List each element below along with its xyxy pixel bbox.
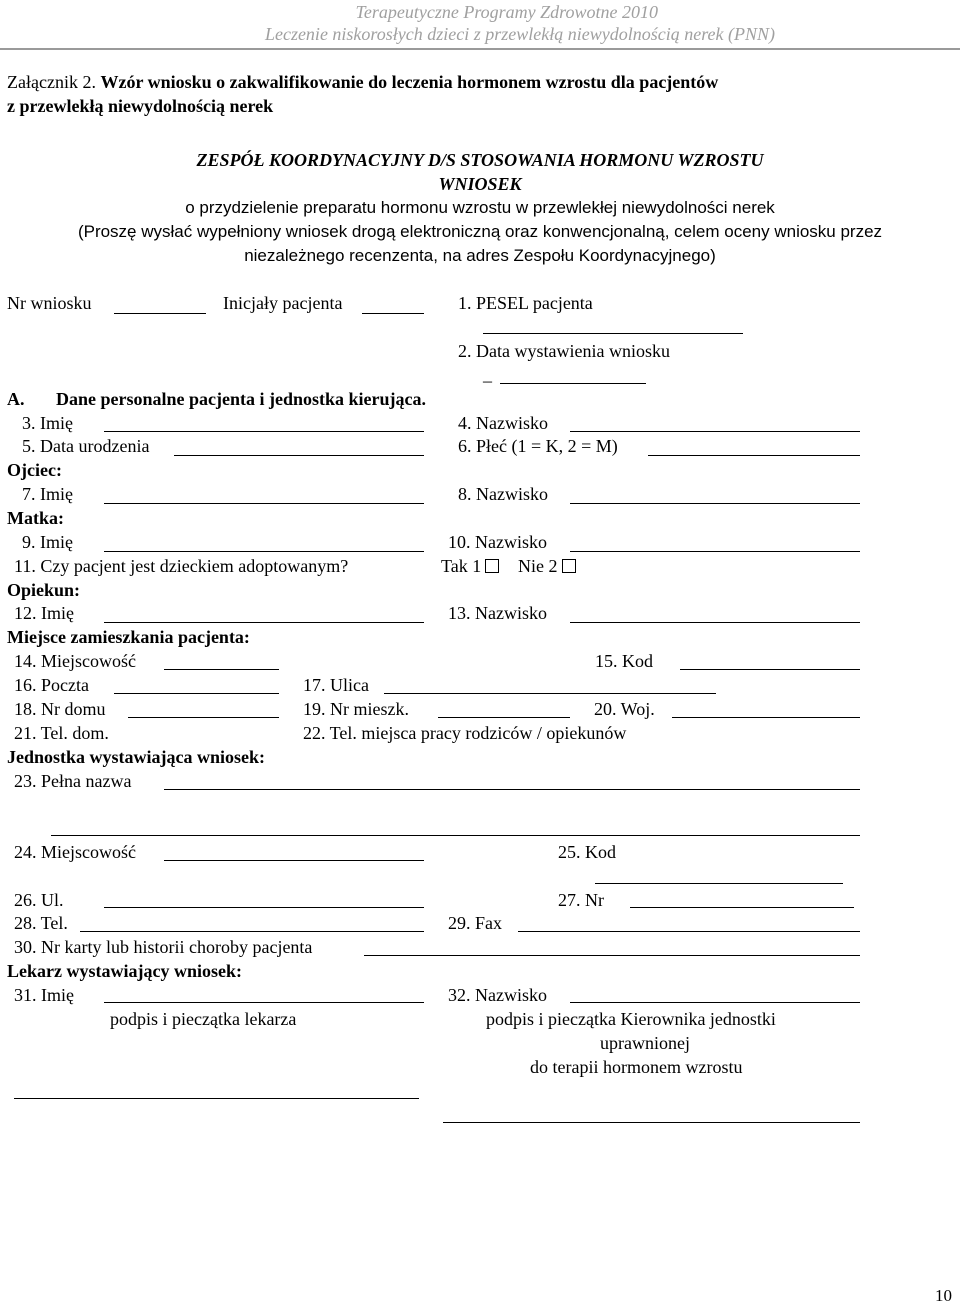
field-f9-imie[interactable] (104, 551, 424, 552)
label-ojciec: Ojciec: (7, 460, 62, 480)
field-pesel[interactable] (483, 333, 743, 334)
label-f28: 28. Tel. (14, 913, 68, 933)
field-f3-imie[interactable] (104, 431, 424, 432)
label-nr-wniosku: Nr wniosku (7, 293, 92, 313)
label-f6: 6. Płeć (1 = K, 2 = M) (458, 436, 618, 456)
field-inicjaly[interactable] (362, 313, 424, 314)
label-f10: 10. Nazwisko (448, 532, 547, 552)
label-f8: 8. Nazwisko (458, 484, 548, 504)
field-f18-nr-domu[interactable] (128, 717, 279, 718)
signature-doctor-caption: podpis i pieczątka lekarza (110, 1009, 297, 1029)
field-f5-data-urodzenia[interactable] (174, 455, 424, 456)
attachment-title (7, 71, 718, 93)
signature-doctor-line[interactable] (14, 1098, 419, 1099)
heading-subject: o przydzielenie preparatu hormonu wzrostu w przewlekłej niewydolności nerek (185, 198, 775, 217)
adopted-yes-checkbox[interactable] (485, 559, 499, 573)
heading-instructions-2: niezależnego recenzenta, na adres Zespołu Koordynacyjnego) (244, 246, 716, 265)
label-data-wystawienia: 2. Data wystawienia wniosku (458, 341, 670, 361)
signature-head-caption-1: podpis i pieczątka Kierownika jednostki (486, 1009, 776, 1029)
label-f31: 31. Imię (14, 985, 74, 1005)
field-f32-nazwisko[interactable] (570, 1002, 860, 1003)
label-f12: 12. Imię (14, 603, 74, 623)
header-rule (0, 48, 960, 50)
label-f7: 7. Imię (22, 484, 73, 504)
heading-instructions: (Proszę wysłać wypełniony wniosek drogą elektroniczną oraz konwencjonalną, celem oceny wniosku przez (77, 222, 883, 241)
label-f32: 32. Nazwisko (448, 985, 547, 1005)
label-inicjaly: Inicjały pacjenta (223, 293, 343, 313)
adopted-no-checkbox[interactable] (562, 559, 576, 573)
field-f15-kod[interactable] (680, 669, 860, 670)
adopted-no-option (518, 555, 576, 577)
field-f8-nazwisko[interactable] (570, 503, 860, 504)
label-f16: 16. Poczta (14, 675, 89, 695)
heading-team: ZESPÓŁ KOORDYNACYJNY D/S STOSOWANIA HORMONU WZROSTU (196, 150, 764, 170)
field-f19-nr-mieszkania[interactable] (438, 717, 570, 718)
adopted-yes-label: Tak 1 (441, 556, 482, 576)
label-f14: 14. Miejscowość (14, 651, 136, 671)
field-f4-nazwisko[interactable] (570, 431, 860, 432)
signature-head-caption-2: uprawnionej (600, 1033, 690, 1053)
label-pesel: 1. PESEL pacjenta (458, 293, 593, 313)
label-f18: 18. Nr domu (14, 699, 106, 719)
field-nr-wniosku[interactable] (114, 313, 206, 314)
field-f10-nazwisko[interactable] (570, 551, 860, 552)
running-header-line1: Terapeutyczne Programy Zdrowotne 2010 (355, 2, 658, 22)
field-f26-ulica[interactable] (104, 907, 424, 908)
label-miejsce-zamieszkania: Miejsce zamieszkania pacjenta: (7, 627, 250, 647)
label-f22: 22. Tel. miejsca pracy rodziców / opiekunów (303, 723, 627, 743)
label-f5: 5. Data urodzenia (22, 436, 150, 456)
field-f20-wojewodztwo[interactable] (672, 717, 860, 718)
section-a-letter: A. (7, 389, 25, 409)
field-f23-pelna-nazwa-cont[interactable] (51, 835, 860, 836)
label-f15: 15. Kod (595, 651, 653, 671)
field-f6-plec[interactable] (648, 455, 860, 456)
field-f28-tel[interactable] (80, 931, 424, 932)
field-f27-nr[interactable] (630, 907, 854, 908)
label-matka: Matka: (7, 508, 64, 528)
field-f25-kod[interactable] (595, 883, 843, 884)
label-f4: 4. Nazwisko (458, 413, 548, 433)
heading-wniosek: WNIOSEK (438, 174, 522, 194)
dash-mark: _ (483, 364, 492, 384)
field-f31-imie[interactable] (104, 1002, 424, 1003)
field-f14-miejscowosc[interactable] (164, 669, 279, 670)
label-f26: 26. Ul. (14, 890, 64, 910)
field-f16-poczta[interactable] (114, 693, 279, 694)
label-f13: 13. Nazwisko (448, 603, 547, 623)
field-f24-miejscowosc[interactable] (164, 860, 424, 861)
page-number: 10 (935, 1286, 952, 1305)
field-data-wystawienia[interactable] (500, 383, 646, 384)
label-opiekun: Opiekun: (7, 580, 81, 600)
section-a-title: Dane personalne pacjenta i jednostka kierująca. (56, 389, 426, 409)
label-f24: 24. Miejscowość (14, 842, 136, 862)
label-jednostka-wystawiajaca: Jednostka wystawiająca wniosek: (7, 747, 266, 767)
attachment-prefix: Załącznik 2. (7, 72, 96, 92)
label-f25: 25. Kod (558, 842, 616, 862)
label-f29: 29. Fax (448, 913, 502, 933)
label-f30: 30. Nr karty lub historii choroby pacjenta (14, 937, 313, 957)
label-f3: 3. Imię (22, 413, 73, 433)
label-f19: 19. Nr mieszk. (303, 699, 409, 719)
label-f11: 11. Czy pacjent jest dzieckiem adoptowanym? (14, 556, 349, 576)
field-f12-imie[interactable] (104, 622, 424, 623)
label-f9: 9. Imię (22, 532, 73, 552)
label-f17: 17. Ulica (303, 675, 369, 695)
field-f29-fax[interactable] (518, 931, 860, 932)
adopted-yes-option (441, 555, 499, 577)
field-f30-nr-karty[interactable] (364, 955, 860, 956)
field-f23-pelna-nazwa[interactable] (164, 789, 860, 790)
field-f13-nazwisko[interactable] (570, 622, 860, 623)
running-header-line2: Leczenie niskorosłych dzieci z przewlekłą niewydolnością nerek (PNN) (264, 24, 775, 44)
field-f17-ulica[interactable] (384, 693, 716, 694)
label-lekarz-wystawiajacy: Lekarz wystawiający wniosek: (7, 961, 242, 981)
signature-head-caption-3: do terapii hormonem wzrostu (530, 1057, 743, 1077)
field-f7-imie[interactable] (104, 503, 424, 504)
label-f27: 27. Nr (558, 890, 604, 910)
label-f20: 20. Woj. (594, 699, 655, 719)
label-f21: 21. Tel. dom. (14, 723, 109, 743)
attachment-title-line2: z przewlekłą niewydolnością nerek (7, 96, 274, 116)
signature-head-line[interactable] (443, 1122, 860, 1123)
adopted-no-label: Nie 2 (518, 556, 558, 576)
label-f23: 23. Pełna nazwa (14, 771, 132, 791)
attachment-title-bold: Wzór wniosku o zakwalifikowanie do leczenia hormonem wzrostu dla pacjentów (100, 72, 719, 92)
